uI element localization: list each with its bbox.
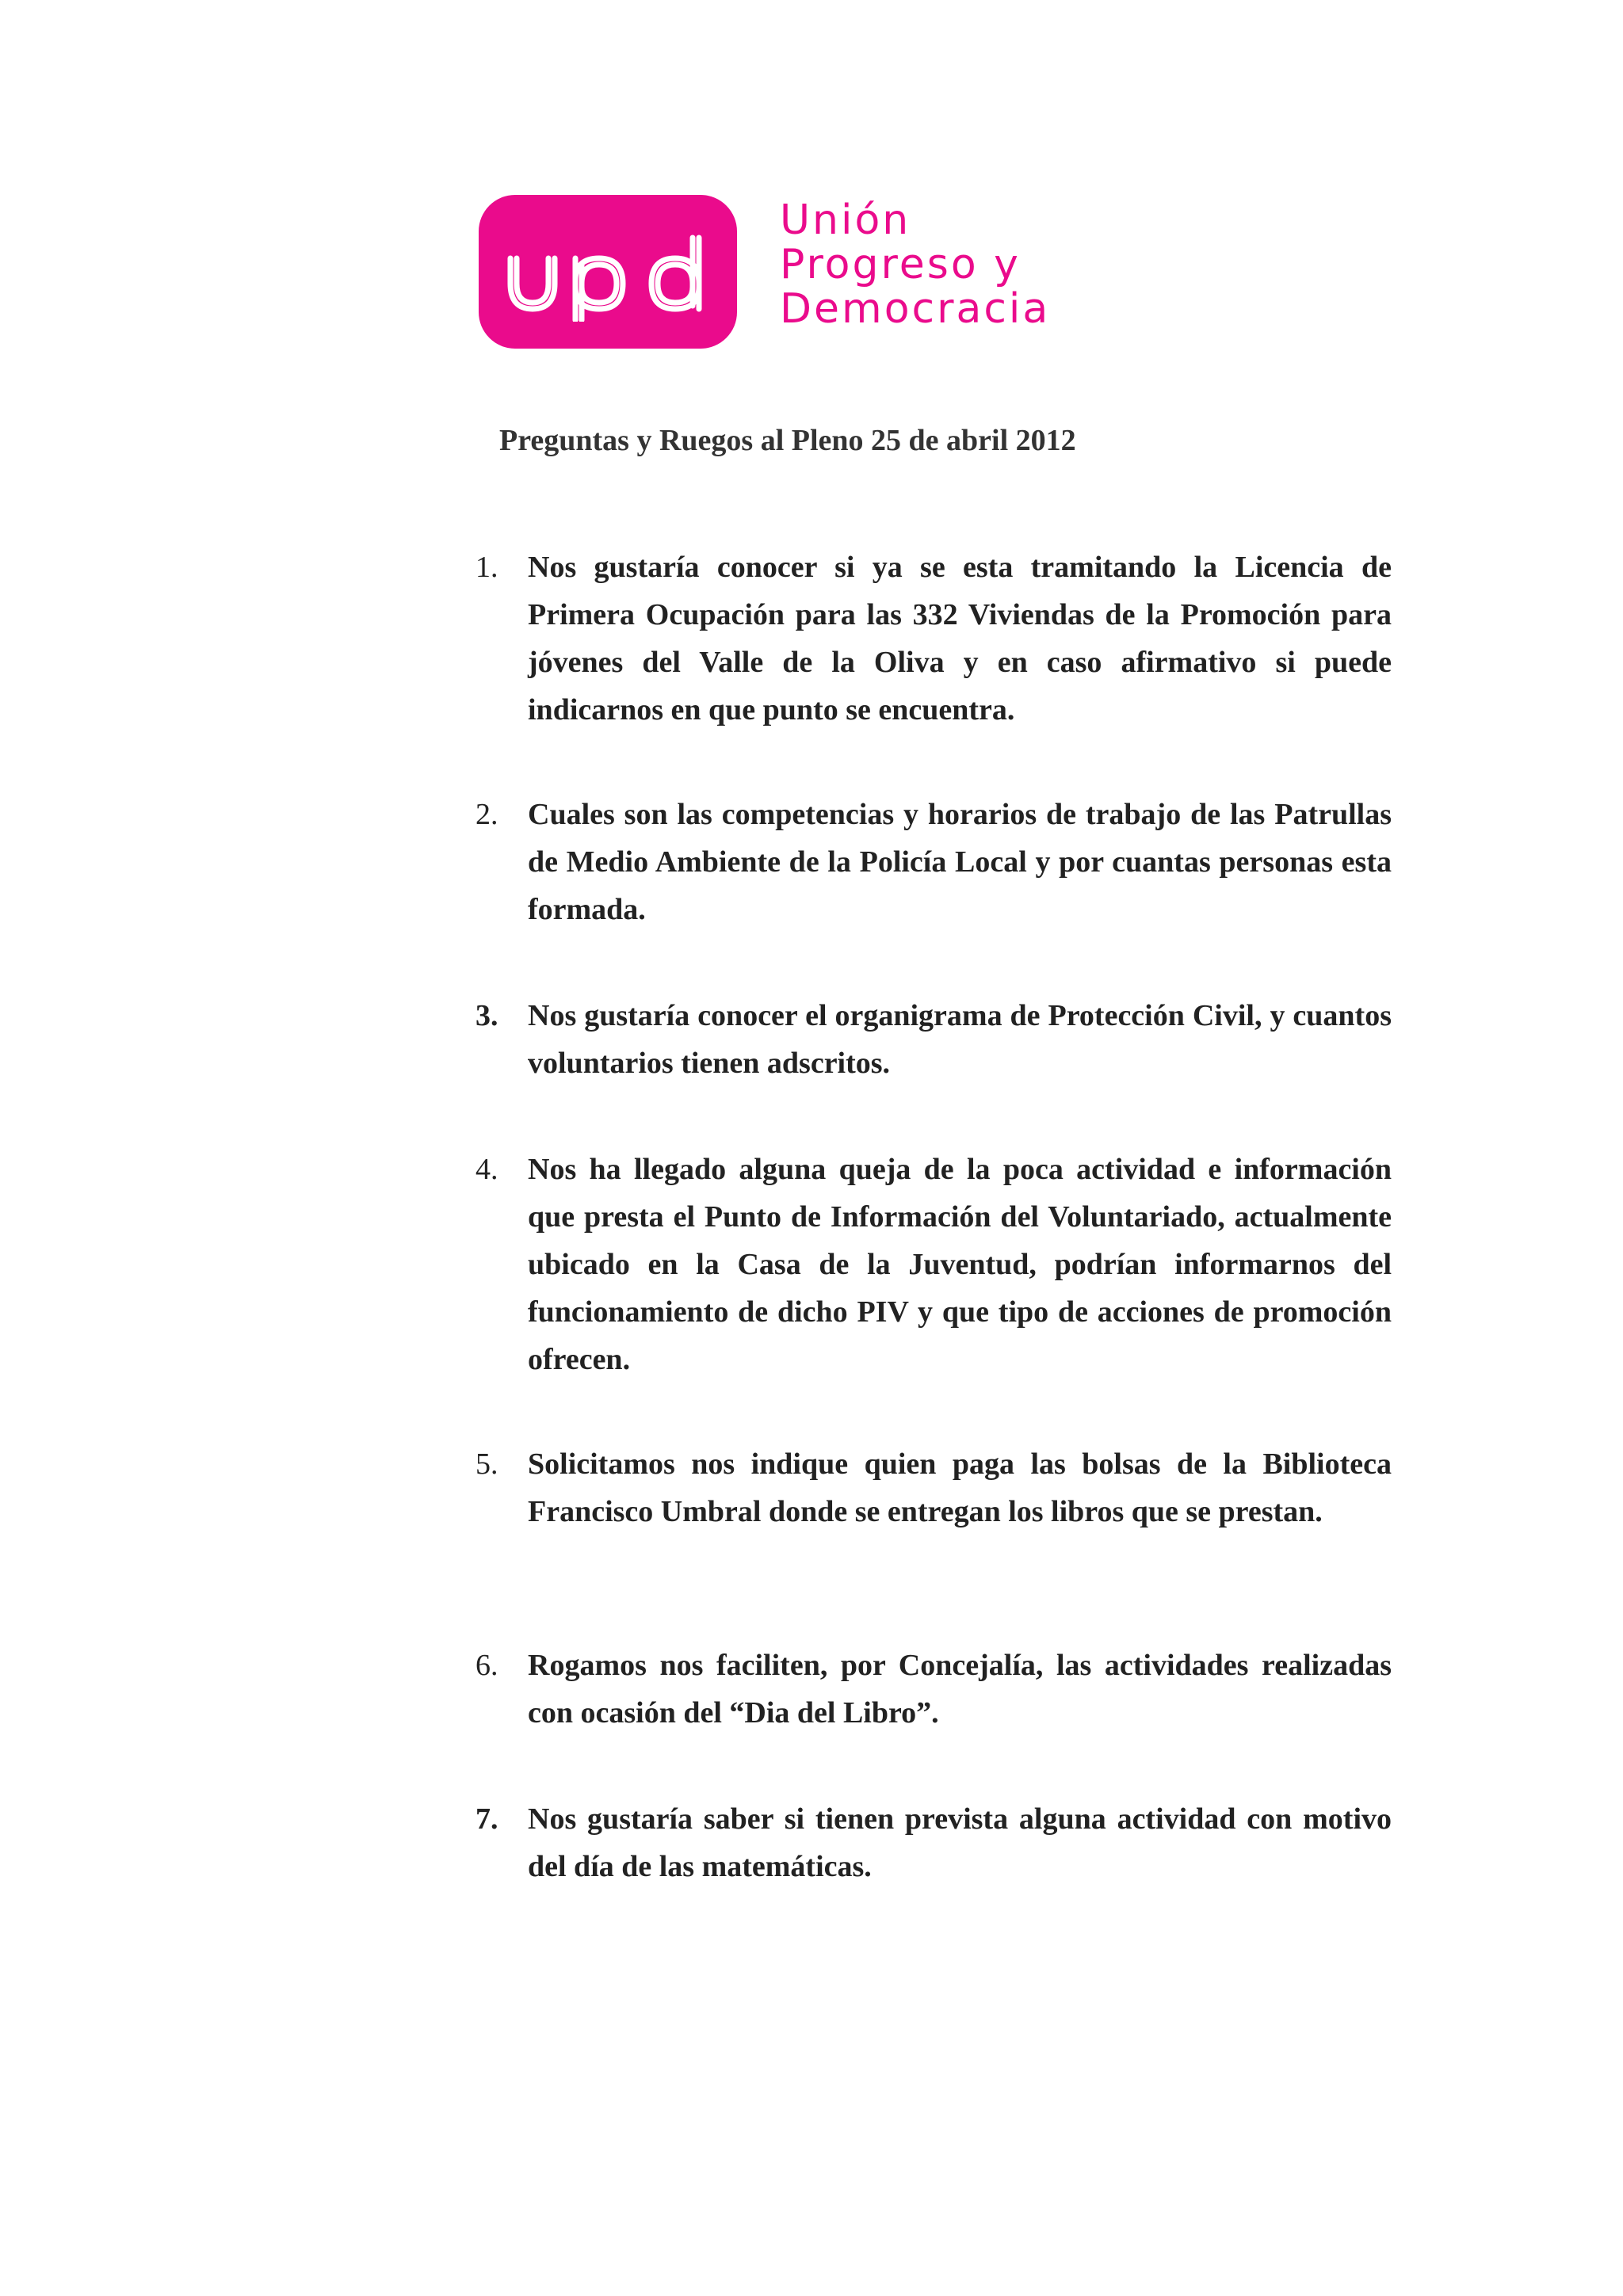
question-number: 7.: [475, 1802, 498, 1836]
question-number: 1.: [475, 551, 498, 584]
question-item-3: [475, 992, 1392, 1087]
logo-line-2: Progreso y: [780, 241, 1021, 288]
question-item-5: [475, 1440, 1392, 1535]
question-number: 4.: [475, 1153, 498, 1186]
question-number: 3.: [475, 999, 498, 1032]
question-item-7: [475, 1795, 1392, 1890]
upd-logo-badge: [479, 195, 737, 349]
question-text: Solicitamos nos indique quien paga las bolsas de la Biblioteca Francisco Umbral donde se entregan los libros que se prestan.: [528, 1447, 1392, 1528]
question-text: Nos ha llegado alguna queja de la poca actividad e información que presta el Punto de Información del Voluntariado, actualmente ubicado en la Casa de la Juventud, podrían informarnos del funcionamiento de dicho PIV y que tipo de acciones de promoción ofrecen.: [528, 1153, 1392, 1376]
question-item-2: [475, 791, 1392, 933]
upd-logo-mark: [504, 235, 712, 322]
logo-line-3: Democracia: [780, 285, 1051, 333]
logo-line-1: Unión: [780, 196, 911, 244]
question-text: Nos gustaría conocer el organigrama de Protección Civil, y cuantos voluntarios tienen adscritos.: [528, 999, 1392, 1080]
question-text: Nos gustaría conocer si ya se esta tramitando la Licencia de Primera Ocupación para las 332 Viviendas de la Promoción para jóvenes del Valle de la Oliva y en caso afirmativo si puede indicarnos en que punto se encuentra.: [528, 551, 1392, 727]
question-item-4: [475, 1146, 1392, 1383]
question-item-6: [475, 1642, 1392, 1737]
question-text: Cuales son las competencias y horarios de trabajo de las Patrullas de Medio Ambiente de la Policía Local y por cuantas personas esta formada.: [528, 798, 1392, 926]
page-title: Preguntas y Ruegos al Pleno 25 de abril 2012: [499, 424, 1076, 457]
upd-logo: [479, 192, 1144, 350]
question-number: 2.: [475, 798, 498, 831]
question-item-1: [475, 543, 1392, 734]
question-number: 6.: [475, 1649, 498, 1682]
question-text: Nos gustaría saber si tienen prevista alguna actividad con motivo del día de las matemáticas.: [528, 1802, 1392, 1883]
question-number: 5.: [475, 1447, 498, 1481]
question-text: Rogamos nos faciliten, por Concejalía, las actividades realizadas con ocasión del “Dia del Libro”.: [528, 1649, 1392, 1730]
